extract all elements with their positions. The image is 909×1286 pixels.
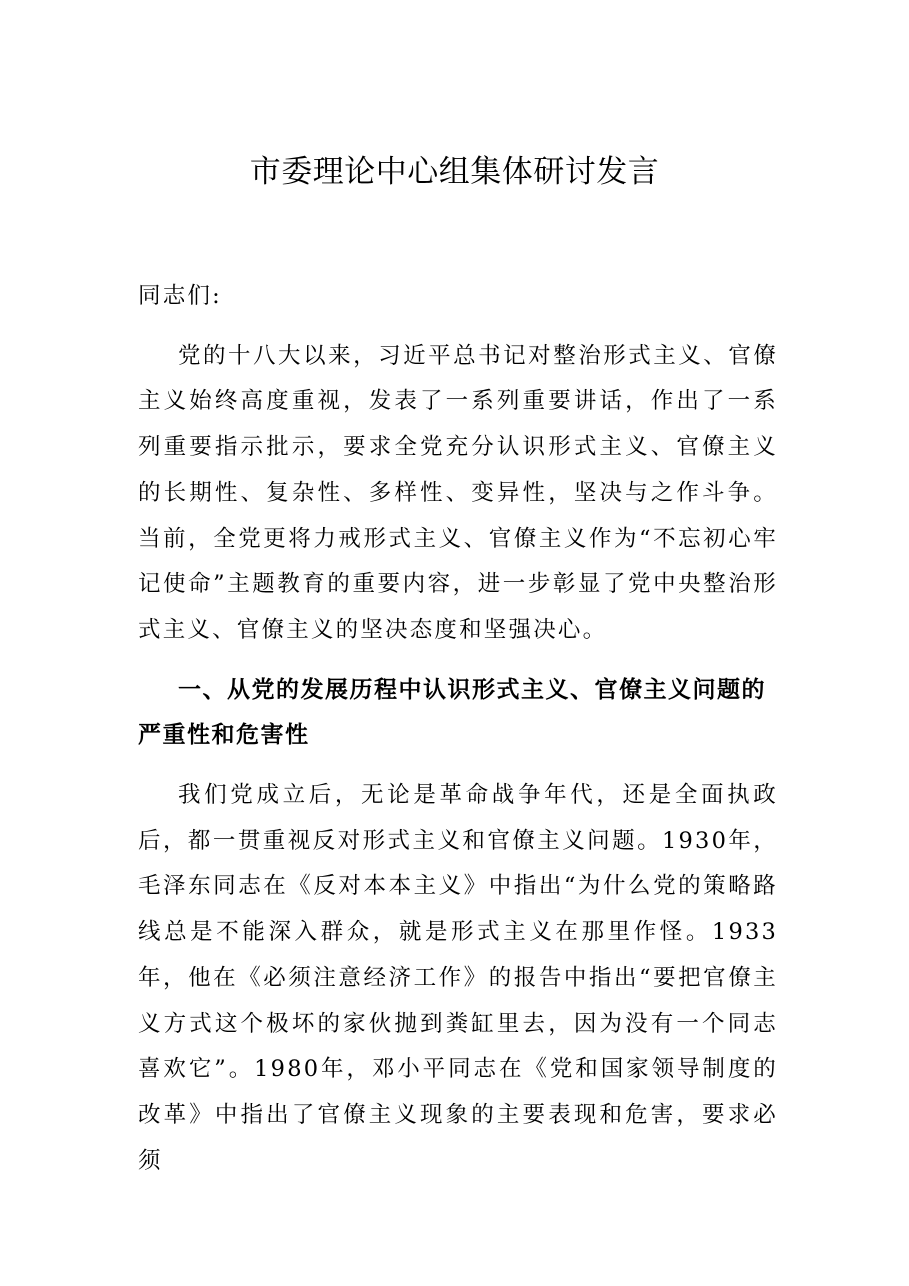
document-body [138, 274, 778, 1184]
paragraph-intro: 党的十八大以来，习近平总书记对整治形式主义、官僚主义始终高度重视，发表了一系列重要讲话，作出了一系列重要指示批示，要求全党充分认识形式主义、官僚主义的长期性、复杂性、多样性、变异性，坚决与之作斗争。当前，全党更将力戒形式主义、官僚主义作为“不忘初心牢记使命”主题教育的重要内容，进一步彰显了党中央整治形式主义、官僚主义的坚决态度和坚强决心。 [138, 342, 778, 643]
salutation: 同志们: [138, 283, 222, 309]
paragraph-history: 我们党成立后，无论是革命战争年代，还是全面执政后，都一贯重视反对形式主义和官僚主义问题。1930年，毛泽东同志在《反对本本主义》中指出“为什么党的策略路线总是不能深入群众，就是形式主义在那里作怪。1933年，他在《必须注意经济工作》的报告中指出“要把官僚主义方式这个极坏的家伙抛到粪缸里去，因为没有一个同志喜欢它”。1980年，邓小平同志在《党和国家领导制度的改革》中指出了官僚主义现象的主要表现和危害，要求必须 [138, 782, 778, 1174]
section-heading-1: 一、从党的发展历程中认识形式主义、官僚主义问题的严重性和危害性 [138, 676, 766, 749]
document-title: 市委理论中心组集体研讨发言 [249, 154, 660, 190]
